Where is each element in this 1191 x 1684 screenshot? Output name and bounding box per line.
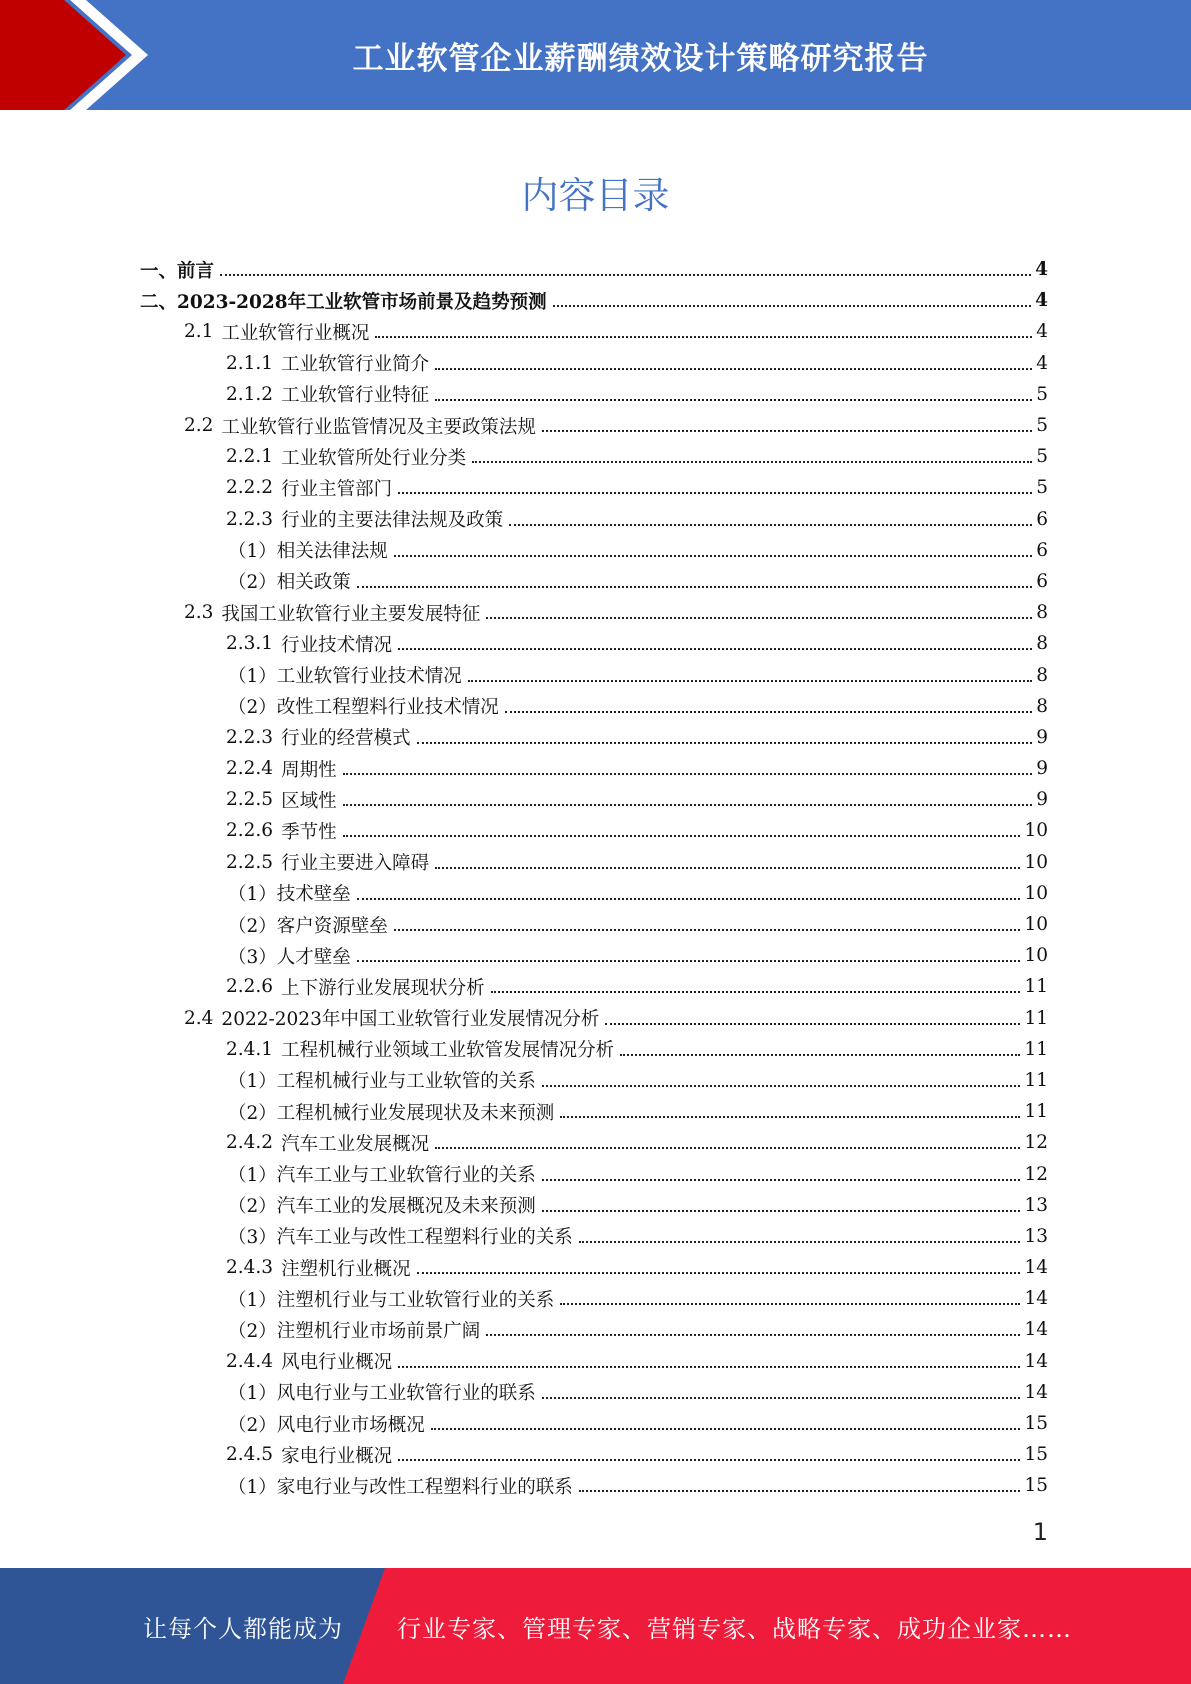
toc-entry-page: 5 — [1036, 383, 1048, 405]
dot-leader — [398, 1365, 1020, 1368]
page-number: 1 — [1032, 1518, 1048, 1546]
toc-entry-title: 汽车工业的发展概况及未来预测 — [276, 1196, 536, 1218]
toc-entry-number: 2.4.4 — [226, 1350, 274, 1372]
toc-entry[interactable] — [140, 909, 1048, 940]
toc-entry-title: 2023-2028年工业软管市场前景及趋势预测 — [177, 291, 547, 313]
dot-leader — [509, 523, 1032, 526]
toc-entry[interactable] — [140, 348, 1048, 379]
dot-leader — [220, 273, 1031, 276]
toc-entry-title: 风电行业市场概况 — [276, 1414, 425, 1436]
toc-entry-number: 2.1 — [184, 321, 214, 343]
toc-entry[interactable] — [140, 1127, 1048, 1158]
toc-entry-title: 风电行业概况 — [281, 1352, 393, 1374]
toc-entry[interactable] — [140, 1096, 1048, 1127]
toc-entry[interactable] — [140, 1003, 1048, 1034]
dot-leader — [357, 585, 1032, 588]
dot-leader — [398, 1458, 1020, 1461]
toc-entry[interactable] — [140, 1408, 1048, 1439]
dot-leader — [398, 647, 1032, 650]
toc-entry-number: 2.2.3 — [226, 508, 274, 530]
toc-entry-title: 汽车工业发展概况 — [281, 1133, 430, 1155]
dot-leader — [343, 803, 1033, 806]
toc-entry-page: 13 — [1024, 1194, 1048, 1216]
toc-entry[interactable] — [140, 691, 1048, 722]
dot-leader — [542, 1178, 1021, 1181]
toc-entry-title: 2022-2023年中国工业软管行业发展情况分析 — [221, 1009, 600, 1031]
toc-entry[interactable] — [140, 784, 1048, 815]
toc-entry-title: 注塑机行业市场前景广阔 — [276, 1320, 481, 1342]
toc-entry-number: （1） — [228, 884, 277, 906]
toc-entry-page: 4 — [1035, 259, 1048, 281]
dot-leader — [357, 959, 1021, 962]
toc-entry-title: 工业软管行业特征 — [281, 385, 430, 407]
toc-entry-page: 12 — [1024, 1163, 1048, 1185]
toc-entry-page: 15 — [1024, 1444, 1048, 1466]
toc-entry-page: 14 — [1024, 1257, 1048, 1279]
dot-leader — [357, 897, 1021, 900]
toc-entry[interactable] — [140, 316, 1048, 347]
dot-leader — [375, 335, 1032, 338]
toc-entry-page: 4 — [1036, 352, 1048, 374]
dot-leader — [343, 772, 1033, 775]
dot-leader — [343, 834, 1021, 837]
toc-entry[interactable] — [140, 441, 1048, 472]
toc-entry[interactable] — [140, 878, 1048, 909]
toc-entry-title: 工程机械行业发展现状及未来预测 — [276, 1102, 555, 1124]
toc-entry-number: 2.4.5 — [226, 1444, 274, 1466]
toc-entry-page: 6 — [1036, 508, 1048, 530]
toc-entry-page: 14 — [1024, 1319, 1048, 1341]
toc-entry-title: 汽车工业与工业软管行业的关系 — [276, 1165, 536, 1187]
toc-entry-page: 5 — [1036, 477, 1048, 499]
toc-entry-title: 人才壁垒 — [276, 946, 351, 968]
toc-entry-title: 工业软管行业简介 — [281, 354, 430, 376]
toc-entry-title: 工业软管行业概况 — [221, 322, 370, 344]
toc-entry-number: 2.2.1 — [226, 446, 274, 468]
footer-slogan-right: 行业专家、管理专家、营销专家、战略专家、成功企业家…… — [397, 1614, 1072, 1643]
toc-entry[interactable] — [140, 1470, 1048, 1501]
toc-entry-number: 2.2.5 — [226, 851, 274, 873]
toc-entry-number: （1） — [228, 1165, 277, 1187]
toc-entry-title: 改性工程塑料行业技术情况 — [276, 697, 499, 719]
dot-leader — [468, 679, 1032, 682]
toc-entry-title: 相关政策 — [276, 572, 351, 594]
toc-entry[interactable] — [140, 659, 1048, 690]
dot-leader — [398, 491, 1032, 494]
toc-entry-number: 2.2 — [184, 415, 214, 437]
toc-entry-title: 行业的经营模式 — [281, 728, 411, 750]
toc-entry-page: 5 — [1036, 446, 1048, 468]
report-title: 工业软管企业薪酬绩效设计策略研究报告 — [352, 40, 929, 77]
dot-leader — [491, 990, 1021, 993]
dot-leader — [435, 398, 1032, 401]
toc-entry[interactable] — [140, 1252, 1048, 1283]
toc-entry-page: 14 — [1024, 1288, 1048, 1310]
toc-entry[interactable] — [140, 1439, 1048, 1470]
arrow-chevron-icon — [0, 0, 160, 110]
toc-entry[interactable] — [140, 847, 1048, 878]
dot-leader — [560, 1302, 1020, 1305]
toc-entry[interactable] — [140, 971, 1048, 1002]
toc-entry-number: （2） — [228, 915, 277, 937]
toc-entry-number: 2.1.2 — [226, 383, 274, 405]
toc-entry-page: 11 — [1024, 976, 1048, 998]
toc-entry-title: 工程机械行业领域工业软管发展情况分析 — [281, 1040, 615, 1062]
toc-entry-number: 2.1.1 — [226, 352, 274, 374]
toc-entry-number: 一、 — [140, 260, 178, 282]
toc-entry-number: 2.4.2 — [226, 1132, 274, 1154]
toc-entry-title: 客户资源壁垒 — [276, 915, 388, 937]
toc-entry-title: 周期性 — [281, 759, 337, 781]
toc-entry-title: 家电行业概况 — [281, 1445, 393, 1467]
dot-leader — [542, 1084, 1021, 1087]
toc-entry-title: 工业软管行业技术情况 — [276, 666, 462, 688]
dot-leader — [505, 710, 1032, 713]
toc-entry[interactable] — [140, 1346, 1048, 1377]
toc-entry-number: 2.4.1 — [226, 1038, 274, 1060]
dot-leader — [435, 1146, 1020, 1149]
toc-entry-page: 9 — [1036, 726, 1048, 748]
toc-entry-number: 二、 — [140, 291, 178, 313]
footer-banner — [0, 1568, 1191, 1684]
toc-entry-number: 2.2.6 — [226, 976, 274, 998]
toc-entry[interactable] — [140, 753, 1048, 784]
toc-entry-number: （2） — [228, 1196, 277, 1218]
toc-entry-title: 工业软管行业监管情况及主要政策法规 — [221, 416, 536, 438]
toc-entry-title: 相关法律法规 — [276, 541, 388, 563]
dot-leader — [486, 616, 1032, 619]
toc-entry-page: 4 — [1035, 290, 1048, 312]
toc-entry-title: 季节性 — [281, 821, 337, 843]
toc-entry-page: 11 — [1024, 1069, 1048, 1091]
toc-entry-page: 14 — [1024, 1350, 1048, 1372]
dot-leader — [553, 304, 1031, 307]
toc-entry-title: 行业技术情况 — [281, 634, 393, 656]
dot-leader — [417, 1271, 1021, 1274]
toc-entry-title: 技术壁垒 — [276, 884, 351, 906]
toc-entry-page: 11 — [1024, 1101, 1048, 1123]
toc-entry-number: 2.2.5 — [226, 789, 274, 811]
toc-entry-number: （2） — [228, 1102, 277, 1124]
toc-entry-page: 6 — [1036, 539, 1048, 561]
toc-entry-number: （1） — [228, 666, 277, 688]
toc-entry-page: 10 — [1024, 945, 1048, 967]
header-banner — [0, 0, 1191, 110]
toc-entry[interactable] — [140, 1314, 1048, 1345]
dot-leader — [542, 1396, 1021, 1399]
toc-entry[interactable] — [140, 566, 1048, 597]
toc-entry-number: 2.2.3 — [226, 726, 274, 748]
toc-entry-title: 上下游行业发展现状分析 — [281, 977, 485, 999]
toc-entry-title: 前言 — [177, 260, 215, 282]
dot-leader — [579, 1489, 1021, 1492]
toc-entry-page: 9 — [1036, 758, 1048, 780]
toc-entry-title: 行业主管部门 — [281, 478, 393, 500]
toc-entry-number: 2.2.4 — [226, 758, 274, 780]
toc-entry-page: 5 — [1036, 415, 1048, 437]
toc-entry-title: 工业软管所处行业分类 — [281, 447, 467, 469]
toc-entry[interactable] — [140, 1377, 1048, 1408]
toc-entry-page: 10 — [1024, 851, 1048, 873]
toc-entry-page: 10 — [1024, 882, 1048, 904]
toc-entry[interactable] — [140, 940, 1048, 971]
dot-leader — [605, 1022, 1020, 1025]
toc-entry[interactable] — [140, 1158, 1048, 1189]
toc-entry-page: 15 — [1024, 1413, 1048, 1435]
toc-entry[interactable] — [140, 379, 1048, 410]
toc-entry-title: 家电行业与改性工程塑料行业的联系 — [276, 1476, 573, 1498]
toc-entry-number: 2.3.1 — [226, 633, 274, 655]
toc-entry-page: 9 — [1036, 789, 1048, 811]
toc-entry-page: 4 — [1036, 321, 1048, 343]
toc-entry[interactable] — [140, 597, 1048, 628]
toc-entry-page: 10 — [1024, 820, 1048, 842]
toc-entry-number: 2.4 — [184, 1007, 214, 1029]
table-of-contents — [140, 254, 1048, 1502]
toc-entry-page: 8 — [1036, 664, 1048, 686]
toc-entry-number: （1） — [228, 1383, 277, 1405]
toc-entry-title: 注塑机行业概况 — [281, 1258, 411, 1280]
toc-entry[interactable] — [140, 628, 1048, 659]
toc-entry-number: （1） — [228, 541, 277, 563]
toc-entry-title: 汽车工业与改性工程塑料行业的关系 — [276, 1227, 573, 1249]
toc-entry-title: 行业主要进入障碍 — [281, 853, 430, 875]
toc-entry-page: 8 — [1036, 602, 1048, 624]
toc-entry-page: 12 — [1024, 1132, 1048, 1154]
toc-entry[interactable] — [140, 1283, 1048, 1314]
dot-leader — [435, 866, 1020, 869]
toc-entry-title: 风电行业与工业软管行业的联系 — [276, 1383, 536, 1405]
toc-entry-number: 2.2.2 — [226, 477, 274, 499]
dot-leader — [620, 1053, 1020, 1056]
dot-leader — [394, 554, 1032, 557]
toc-entry-number: （2） — [228, 572, 277, 594]
toc-entry-title: 我国工业软管行业主要发展特征 — [221, 603, 481, 625]
toc-heading: 内容目录 — [521, 174, 670, 217]
toc-entry-number: （3） — [228, 946, 277, 968]
toc-entry-number: （2） — [228, 697, 277, 719]
toc-entry-number: 2.3 — [184, 602, 214, 624]
dot-leader — [542, 429, 1032, 432]
dot-leader — [486, 1333, 1020, 1336]
toc-entry[interactable] — [140, 1221, 1048, 1252]
toc-entry-page: 14 — [1024, 1381, 1048, 1403]
toc-entry-page: 11 — [1024, 1007, 1048, 1029]
toc-entry-number: （1） — [228, 1289, 277, 1311]
toc-entry-page: 10 — [1024, 914, 1048, 936]
dot-leader — [435, 367, 1032, 370]
toc-entry-number: （2） — [228, 1414, 277, 1436]
toc-entry-number: （1） — [228, 1071, 277, 1093]
toc-entry-page: 8 — [1036, 633, 1048, 655]
toc-entry-title: 区域性 — [281, 790, 337, 812]
toc-entry-number: （3） — [228, 1227, 277, 1249]
toc-entry[interactable] — [140, 1065, 1048, 1096]
toc-entry-page: 11 — [1024, 1038, 1048, 1060]
toc-entry[interactable] — [140, 815, 1048, 846]
toc-entry-page: 15 — [1024, 1475, 1048, 1497]
toc-entry[interactable] — [140, 472, 1048, 503]
toc-entry-title: 工程机械行业与工业软管的关系 — [276, 1071, 536, 1093]
toc-entry-number: （1） — [228, 1476, 277, 1498]
dot-leader — [560, 1115, 1020, 1118]
dot-leader — [417, 741, 1033, 744]
dot-leader — [579, 1240, 1021, 1243]
toc-entry[interactable] — [140, 285, 1048, 316]
dot-leader — [394, 928, 1021, 931]
toc-entry[interactable] — [140, 1190, 1048, 1221]
toc-entry-page: 8 — [1036, 695, 1048, 717]
toc-entry[interactable] — [140, 504, 1048, 535]
toc-entry-number: 2.4.3 — [226, 1257, 274, 1279]
toc-entry[interactable] — [140, 535, 1048, 566]
toc-entry[interactable] — [140, 722, 1048, 753]
dot-leader — [431, 1427, 1021, 1430]
toc-entry[interactable] — [140, 410, 1048, 441]
toc-entry-title: 行业的主要法律法规及政策 — [281, 510, 504, 532]
dot-leader — [472, 460, 1032, 463]
toc-entry-title: 注塑机行业与工业软管行业的关系 — [276, 1289, 555, 1311]
dot-leader — [542, 1209, 1021, 1212]
footer-slogan-left: 让每个人都能成为 — [143, 1614, 343, 1643]
toc-entry-number: 2.2.6 — [226, 820, 274, 842]
toc-entry-number: （2） — [228, 1320, 277, 1342]
toc-entry[interactable] — [140, 1034, 1048, 1065]
toc-entry-page: 13 — [1024, 1225, 1048, 1247]
toc-entry-page: 6 — [1036, 570, 1048, 592]
toc-entry[interactable] — [140, 254, 1048, 285]
